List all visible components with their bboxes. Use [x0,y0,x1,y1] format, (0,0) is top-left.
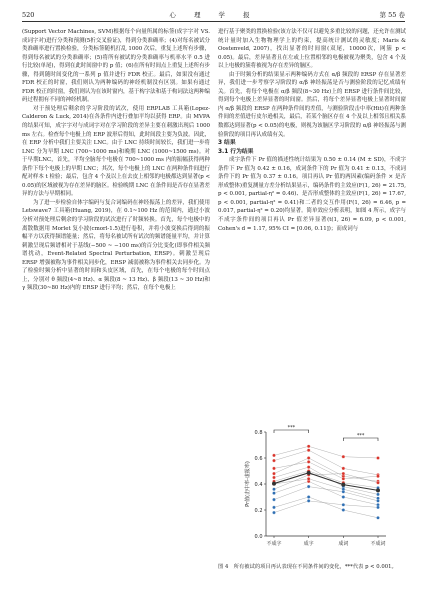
data-point [376,506,379,509]
y-axis-label: Pr值(击中率-虚报率) [245,461,251,507]
data-point [342,455,345,458]
mean-point [341,483,345,487]
data-point [272,467,275,470]
x-tick-label: 成字 [303,541,314,547]
subject-line [274,471,378,488]
data-point [272,511,275,514]
data-point [272,459,275,462]
y-tick-label: 0.0 [254,533,263,540]
figure-4 [218,420,406,560]
mean-point [307,471,311,475]
data-point [376,475,379,478]
x-tick-label: 成词 [338,541,349,547]
data-point [376,481,379,484]
data-point [307,460,310,463]
journal-title: 心 理 学 报 [169,11,258,19]
data-point [342,495,345,498]
data-point [307,445,310,448]
data-point [376,497,379,500]
data-point [342,467,345,470]
data-point [342,488,345,491]
data-point [376,493,379,496]
data-point [307,485,310,488]
subject-line [274,450,378,475]
data-point [272,506,275,509]
y-tick-label: 0.4 [254,481,263,488]
paragraph: 成字条件下 Pr 值的描述性统计结果为 0.50 ± 0.14 (M ± SD)，不成字条件下 Pr 值为 0.42 ± 0.16，成词条件下的 Pr 值为 0.41 ± 0.13，不成词条件下的 Pr 值为 0.37 ± 0.16。项目再认 Pr 值的两因素(编码条件 × 是否形成整体)重复测量方差分析结果显示，编码条件的主效应(F(1, 26) = 21.75, p < 0.001, partial-η² = 0.46)、是否形成整体的主效应(F(1, 26) = 17.67, p < 0.001, partial-η² = 0.41)和二者的交互作用(F(1, 26) = 6.46, p = 0.017, partial-η² = 0.20)均显著。简单效应分析表明，如图 4 所示，成字与不成字条件间的项目再认 Pr 值差异显著(t(1, 26) = 6.09, p < 0.001, Cohen's d = 1.17, 95% CI = [0.06, 0.11])；而成词与 [218,157,406,232]
subject-line [274,462,378,479]
paragraph: 由于时频分析的结果显示两种编码方式在 α/β 频段的 ERSP 存在显著差异，我们进一步考察学习阶段的 α/β 神经振荡是否与测验阶段的记忆成绩有关。首先，将每个电极在 α/β 频段(8~30 Hz)上的 ERSP 进行条件间比较，得到每个电极上差异显著的时间窗。然后，将每个差异显著电极上显著时间窗内 α/β 频段的 ERSP 在两种条件间的差值，与测验阶段击中率(Hit)在两种条件间的差值进行皮尔逊相关，最后，若某个脑区存在 4 个及以上相邻且相关系数都达到显著(p < 0.05)的电极，则视为该脑区学习阶段的 α/β 神经振荡与测验阶段的项目再认成绩有关。 [218,71,406,138]
data-point [307,477,310,480]
data-point [376,456,379,459]
significance-label: *** [287,425,296,431]
subject-line [274,479,378,499]
paragraph: 对于预处理后剩余的学习阶段的试次，使用 ERPLAB 工具箱(Lopez-Calderon & Luck, 2014)在各条件内进行叠加平均以获得 ERP。由 MVPA 的结果可知，成字字对与成词字对在学习阶段的差异主要在刺激出现后 1000 ms 左右。检查每个电极上的 ERP 波形后得知，此时间段主要为负波。因此，在 ERP 分析中我们主要关注 LNC。由于 LNC 持续时间较长，我们进一步将 LNC 分为早期 LNC (700~1000 ms)和晚期 LNC (1000~1500 ms)。对于早期LNC，首先，平均全脑每个电极在 700~1000 ms 内的振幅获得两种条件下每个电极上的早期 LNC；其次，每个电极上的 LNC 在两种条件间进行配对样本 t 检验；最后，包含 4 个及以上在去皮上相邻的电极都达到显著(p < 0.05)的区域被视为存在差异的脑区。检验晚期 LNC 在条件间是否存在显著差异的方法与早期相同。 [22,105,210,198]
data-point [272,492,275,495]
left-column [22,28,210,293]
data-point [272,472,275,475]
x-tick-label: 不成词 [370,541,386,547]
subject-line [274,458,378,481]
data-point [376,516,379,519]
paragraph: 进行基于聚类的置换检验(该方法不仅可以避免多重比较的问题，还允许在测试统计量时加入生物物理学上的约束，提高统计测试的灵敏度；Maris & Oostenveld, 2007)，找出显著的时间窗(双尾，10000次，网簇 p < 0.05)。最后，差异显著且在左或上位置相邻的电极被视为聚类，包含 4 个及以上电极的簇将被视为存在差异的脑区。 [218,29,406,70]
page-number: 520 [22,11,35,19]
subject-line [274,446,378,458]
right-column [218,28,406,233]
data-point [272,454,275,457]
subject-line [274,481,378,504]
subsection-heading: 3.1 行为结果 [218,148,254,155]
section-heading: 3 结果 [218,140,236,147]
volume-label: 第 55 卷 [379,11,405,19]
data-point [342,503,345,506]
running-header [22,9,405,22]
x-tick-label: 不成字 [266,541,282,547]
data-point [342,472,345,475]
data-point [342,477,345,480]
data-point [272,476,275,479]
mean-point [272,482,276,486]
data-point [342,508,345,511]
figure-caption: 图 4 所有被试的项目再认表现在不同条件间的变化，***代表 p < 0.001。 [218,564,397,570]
paragraph: (Support Vector Machines, SVM)根据每个向量所属的标签(成字字对 VS. 成词字对)进行分类和预测(5折交叉验证)，得到分类准确率；(4)对每名被试分类准确率进行置换检验，分类标签随机打乱 1000 次后，重复上述所有步骤，得到每名被试的分类准确率；(5)将所有被试的分类准确率与机率水平 0.5 进行比较(单尾)，得到在此时间窗中的 p 值；(6)在所有时间点上重复上述所有步骤，得到随时间变化的一系列 p 值并进行 FDR 校正。最后，如果没有通过 FDR 校正的时窗，我们则认为两种编码的神经机制没有区别。如果有通过 FDR 校正的时窗，我们则认为在该时窗内，基于构字法和基于构词法这两种编码过程拥有不同的神经机制。 [22,29,210,104]
data-point [307,499,310,502]
data-point [272,488,275,491]
data-point [307,495,310,498]
data-point [272,498,275,501]
subject-line [274,467,378,494]
data-point [307,449,310,452]
y-tick-label: 0.8 [254,429,263,436]
mean-point [376,488,380,492]
subject-line [274,487,378,501]
y-tick-label: 0.6 [254,455,263,462]
data-point [307,466,310,469]
y-tick-label: 0.2 [254,507,263,514]
pr-line-chart [218,420,406,560]
significance-label: *** [356,433,365,439]
paragraph: 为了进一步检验自体字编码与复合词编码在神经振荡上的差异，我们使用 Letswave7 工具箱(Huang, 2019)，在 0.1~100 Hz 的范围内，通过小波分析对预处理后剩余的学习阶段的试次进行了时频转换。首先，每个电极中的离散数据用 Morlet 复小波(cmorl-1.5)进行卷积，并将小波变换后得到的振幅平方以获得频谱能量；然后，将每名被试所有试次的频谱能量平均，并计算刺激呈现后频谱相对于基线(−500 ~ −100 ms)的百分比变化(即事件相关频谱扰动，Event-Related Spectral Perturbation, ERSP)。刺激呈现后 ERSP 增强被称为事件相关同步化，ERSP 减弱被称为事件相关去同步化。为了检验时频分析中显著的时间和头皮区域，首先，在每个电极的每个时间点上，分别对 θ 频段(4~8 Hz)、α 频段(8 ~ 13 Hz)、β 频段(13 ~ 30 Hz)和 γ 频段(30~80 Hz)内的 ERSP 进行平均；然后，在每个电极上 [22,199,210,292]
subject-line [274,474,378,490]
data-point [307,456,310,459]
